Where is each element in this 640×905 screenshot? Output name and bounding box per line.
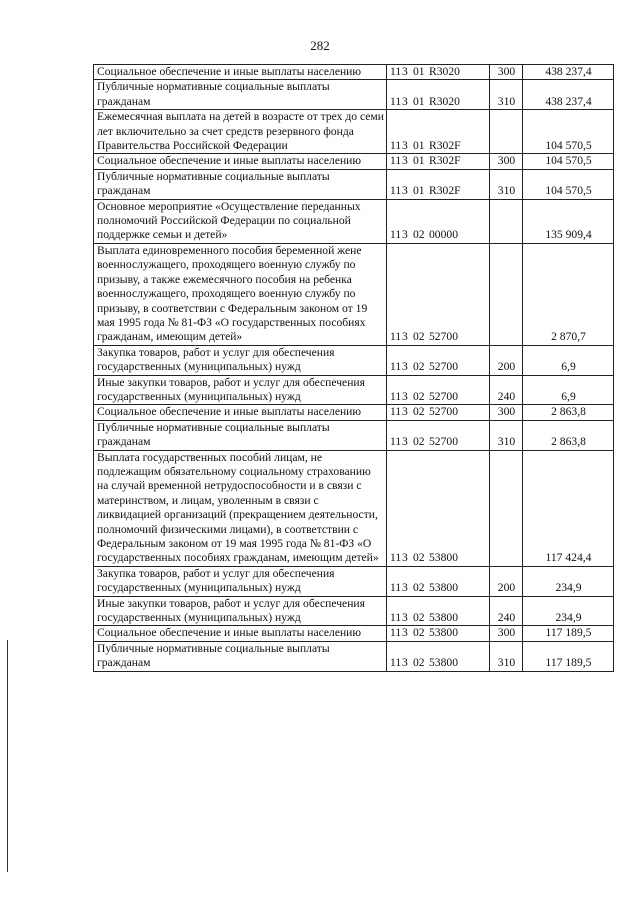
expense-type-code bbox=[490, 110, 523, 154]
code-part: 11 bbox=[390, 581, 402, 595]
expense-name: Закупка товаров, работ и услуг для обеспечения государственных (муниципальных) нужд bbox=[94, 345, 387, 375]
expense-name: Закупка товаров, работ и услуг для обеспечения государственных (муниципальных) нужд bbox=[94, 566, 387, 596]
code-part: 3 bbox=[402, 184, 408, 198]
code-part: 11 bbox=[390, 611, 402, 625]
code-part: 3 bbox=[402, 65, 408, 78]
expense-name: Выплата государственных пособий лицам, не подлежащим обязательному социальному страхованию на случай временной нетрудоспособности и в связи с материнством, и лицам, уволенным в связи с ликвидацией организаций (прекращением деятельности, полномочий физическими лицами), в соответствии с Федеральным законом от 19 мая 1995 года № 81-ФЗ «О государственных пособиях гражданам, имеющим детей» bbox=[94, 450, 387, 566]
table-row bbox=[94, 65, 614, 80]
expense-name: Выплата единовременного пособия беременной жене военнослужащего, проходящего военную службу по призыву, а также ежемесячного пособия на ребенка военнослужащего, проходящего военную службу по призыву, в соответствии с Федеральным законом от 19 мая 1995 года № 81-ФЗ «О государственных пособиях гражданам, имеющим детей» bbox=[94, 243, 387, 345]
code-part: 53800 bbox=[429, 611, 458, 625]
code-part: 53800 bbox=[429, 626, 458, 640]
expense-type-code: 200 bbox=[490, 345, 523, 375]
expense-type-code: 200 bbox=[490, 566, 523, 596]
amount: 234,9 bbox=[523, 596, 614, 626]
code-part: 11 bbox=[390, 626, 402, 640]
target-code bbox=[387, 65, 490, 80]
page-number: 282 bbox=[310, 38, 330, 53]
code-part: 01 bbox=[413, 139, 425, 153]
expense-type-code: 240 bbox=[490, 596, 523, 626]
code-part: 11 bbox=[390, 551, 402, 565]
table-row bbox=[94, 80, 614, 110]
code-part: R302F bbox=[429, 154, 461, 168]
code-part: 3 bbox=[402, 551, 408, 565]
code-part: R302F bbox=[429, 184, 461, 198]
amount: 2 870,7 bbox=[523, 243, 614, 345]
code-part: 01 bbox=[413, 94, 425, 108]
expense-name: Социальное обеспечение и иные выплаты населению bbox=[94, 626, 387, 641]
code-part: 11 bbox=[390, 435, 402, 449]
code-part: 02 bbox=[413, 435, 425, 449]
code-part: 11 bbox=[390, 228, 402, 242]
code-part: 3 bbox=[402, 435, 408, 449]
amount: 2 863,8 bbox=[523, 420, 614, 450]
code-part: 11 bbox=[390, 184, 402, 198]
expense-type-code bbox=[490, 243, 523, 345]
code-part: 02 bbox=[413, 228, 425, 242]
table-row bbox=[94, 641, 614, 671]
code-part: 11 bbox=[390, 389, 402, 403]
expense-name: Социальное обеспечение и иные выплаты населению bbox=[94, 405, 387, 420]
code-part: 02 bbox=[413, 581, 425, 595]
code-part: 3 bbox=[402, 389, 408, 403]
expense-type-code: 300 bbox=[490, 154, 523, 169]
code-part: 11 bbox=[390, 330, 402, 344]
target-code bbox=[387, 420, 490, 450]
code-part: 02 bbox=[413, 611, 425, 625]
code-part: 02 bbox=[413, 389, 425, 403]
code-part: 52700 bbox=[429, 330, 458, 344]
code-part: 01 bbox=[413, 154, 425, 168]
code-part: 3 bbox=[402, 139, 408, 153]
expense-type-code: 300 bbox=[490, 65, 523, 80]
target-code bbox=[387, 405, 490, 420]
expense-name: Иные закупки товаров, работ и услуг для обеспечения государственных (муниципальных) нужд bbox=[94, 596, 387, 626]
code-part: 3 bbox=[402, 94, 408, 108]
code-part: 3 bbox=[402, 581, 408, 595]
target-code bbox=[387, 450, 490, 566]
table-row bbox=[94, 375, 614, 405]
table-row bbox=[94, 420, 614, 450]
code-part: 3 bbox=[402, 330, 408, 344]
target-code bbox=[387, 375, 490, 405]
code-part: 02 bbox=[413, 626, 425, 640]
target-code bbox=[387, 154, 490, 169]
budget-table bbox=[93, 64, 614, 672]
code-part: 00000 bbox=[429, 228, 458, 242]
code-part: 11 bbox=[390, 656, 402, 670]
amount: 117 424,4 bbox=[523, 450, 614, 566]
code-part: 11 bbox=[390, 154, 402, 168]
code-part: 11 bbox=[390, 94, 402, 108]
target-code bbox=[387, 110, 490, 154]
target-code bbox=[387, 243, 490, 345]
amount: 117 189,5 bbox=[523, 641, 614, 671]
code-part: 53800 bbox=[429, 551, 458, 565]
target-code bbox=[387, 626, 490, 641]
expense-type-code: 300 bbox=[490, 405, 523, 420]
table-row bbox=[94, 345, 614, 375]
code-part: 02 bbox=[413, 405, 425, 419]
margin-line bbox=[7, 640, 8, 872]
expense-type-code: 310 bbox=[490, 420, 523, 450]
code-part: 52700 bbox=[429, 405, 458, 419]
expense-type-code: 300 bbox=[490, 626, 523, 641]
table-body bbox=[94, 65, 614, 672]
code-part: 3 bbox=[402, 360, 408, 374]
code-part: 02 bbox=[413, 656, 425, 670]
code-part: R302F bbox=[429, 139, 461, 153]
amount: 438 237,4 bbox=[523, 80, 614, 110]
target-code bbox=[387, 199, 490, 243]
amount: 438 237,4 bbox=[523, 65, 614, 80]
target-code bbox=[387, 566, 490, 596]
table-row bbox=[94, 199, 614, 243]
table-row bbox=[94, 169, 614, 199]
table-row bbox=[94, 596, 614, 626]
code-part: 11 bbox=[390, 139, 402, 153]
code-part: 3 bbox=[402, 405, 408, 419]
table-row bbox=[94, 450, 614, 566]
table-row bbox=[94, 626, 614, 641]
code-part: R3020 bbox=[429, 65, 460, 78]
expense-name: Иные закупки товаров, работ и услуг для обеспечения государственных (муниципальных) нужд bbox=[94, 375, 387, 405]
code-part: 11 bbox=[390, 405, 402, 419]
expense-type-code: 310 bbox=[490, 641, 523, 671]
expense-name: Публичные нормативные социальные выплаты гражданам bbox=[94, 420, 387, 450]
code-part: 01 bbox=[413, 65, 425, 78]
table-row bbox=[94, 110, 614, 154]
code-part: 52700 bbox=[429, 360, 458, 374]
table-row bbox=[94, 154, 614, 169]
code-part: 3 bbox=[402, 228, 408, 242]
expense-type-code bbox=[490, 199, 523, 243]
amount: 6,9 bbox=[523, 375, 614, 405]
code-part: 02 bbox=[413, 360, 425, 374]
expense-name: Социальное обеспечение и иные выплаты населению bbox=[94, 65, 387, 80]
amount: 104 570,5 bbox=[523, 169, 614, 199]
code-part: 11 bbox=[390, 360, 402, 374]
target-code bbox=[387, 169, 490, 199]
amount: 104 570,5 bbox=[523, 110, 614, 154]
target-code bbox=[387, 80, 490, 110]
code-part: 53800 bbox=[429, 656, 458, 670]
expense-name: Публичные нормативные социальные выплаты гражданам bbox=[94, 80, 387, 110]
amount: 234,9 bbox=[523, 566, 614, 596]
expense-name: Публичные нормативные социальные выплаты гражданам bbox=[94, 169, 387, 199]
expense-name: Ежемесячная выплата на детей в возрасте от трех до семи лет включительно за счет средств резервного фонда Правительства Российской Федерации bbox=[94, 110, 387, 154]
expense-name: Основное мероприятие «Осуществление переданных полномочий Российской Федерации по социальной поддержке семьи и детей» bbox=[94, 199, 387, 243]
amount: 6,9 bbox=[523, 345, 614, 375]
code-part: 52700 bbox=[429, 389, 458, 403]
code-part: 02 bbox=[413, 551, 425, 565]
code-part: 53800 bbox=[429, 581, 458, 595]
expense-type-code: 310 bbox=[490, 80, 523, 110]
table-row bbox=[94, 405, 614, 420]
code-part: 52700 bbox=[429, 435, 458, 449]
table-row bbox=[94, 566, 614, 596]
code-part: 3 bbox=[402, 154, 408, 168]
expense-type-code: 310 bbox=[490, 169, 523, 199]
target-code bbox=[387, 345, 490, 375]
table-row bbox=[94, 243, 614, 345]
amount: 2 863,8 bbox=[523, 405, 614, 420]
code-part: R3020 bbox=[429, 94, 460, 108]
expense-type-code bbox=[490, 450, 523, 566]
target-code bbox=[387, 641, 490, 671]
expense-type-code: 240 bbox=[490, 375, 523, 405]
code-part: 01 bbox=[413, 184, 425, 198]
expense-name: Публичные нормативные социальные выплаты гражданам bbox=[94, 641, 387, 671]
code-part: 3 bbox=[402, 611, 408, 625]
amount: 104 570,5 bbox=[523, 154, 614, 169]
code-part: 11 bbox=[390, 65, 402, 78]
code-part: 02 bbox=[413, 330, 425, 344]
target-code bbox=[387, 596, 490, 626]
expense-name: Социальное обеспечение и иные выплаты населению bbox=[94, 154, 387, 169]
amount: 117 189,5 bbox=[523, 626, 614, 641]
code-part: 3 bbox=[402, 656, 408, 670]
amount: 135 909,4 bbox=[523, 199, 614, 243]
code-part: 3 bbox=[402, 626, 408, 640]
